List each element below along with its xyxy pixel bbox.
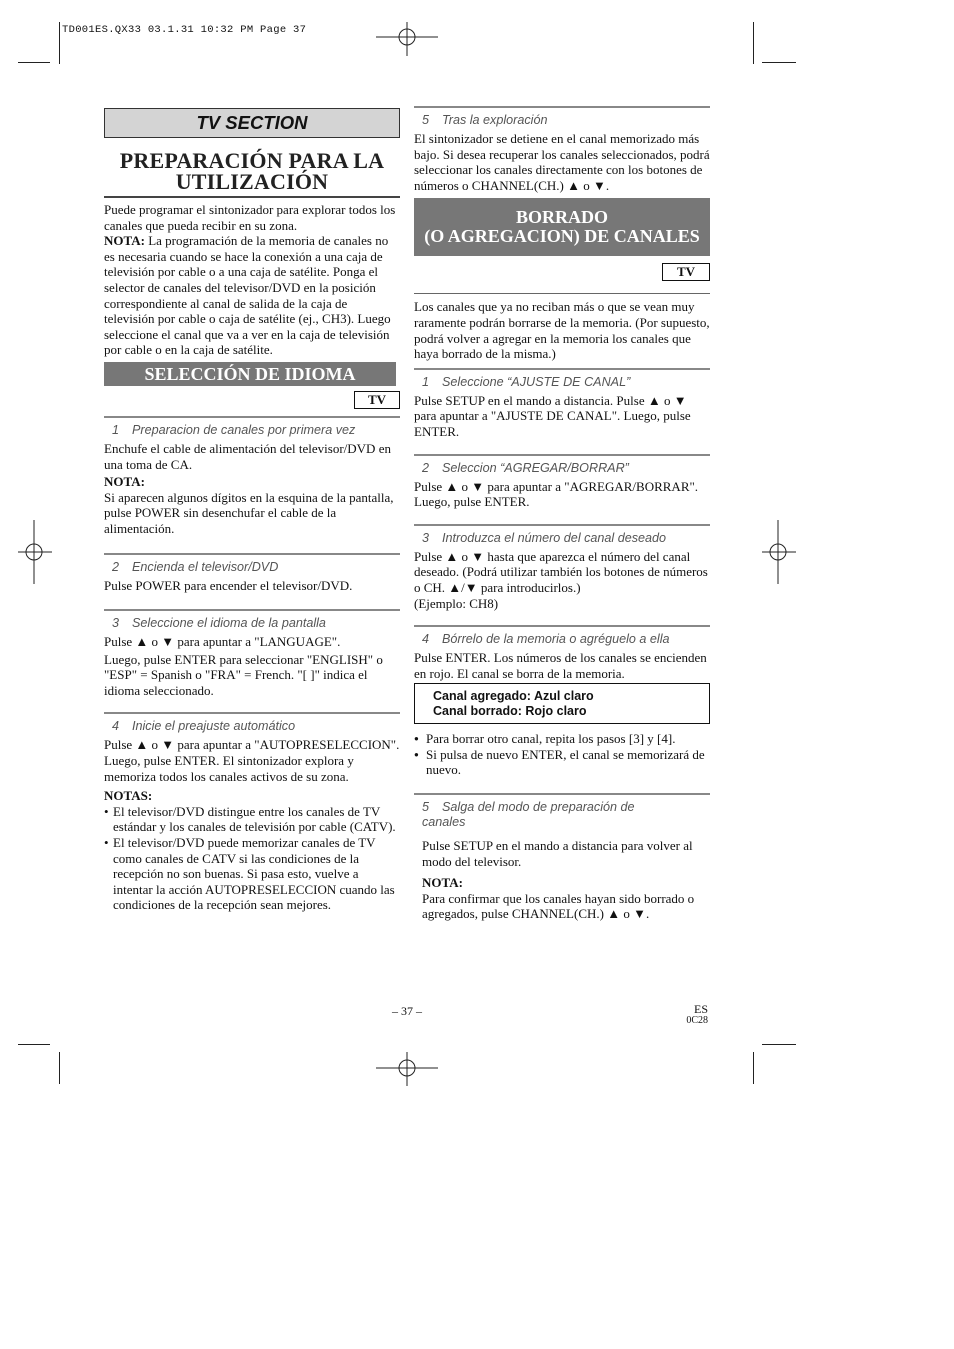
color-legend-box: Canal agregado: Azul claro Canal borrado: Rojo claro xyxy=(414,683,710,724)
bullet-list xyxy=(414,731,710,778)
crop-mark xyxy=(762,62,796,63)
registration-mark-bottom xyxy=(376,1052,438,1086)
page-number: – 37 – xyxy=(392,1004,422,1018)
step-heading: 3 Seleccione el idioma de la pantalla xyxy=(104,609,400,634)
crop-mark xyxy=(753,22,754,64)
step-heading: 5 Tras la exploración xyxy=(414,106,710,131)
step-heading: 1 Preparacion de canales por primera vez xyxy=(104,416,400,441)
step-text: Pulse ENTER. Los números de los canales se encienden en rojo. El canal se borra de la memoria. xyxy=(414,650,707,681)
step-heading: 2 Seleccion “AGREGAR/BORRAR” xyxy=(414,454,710,479)
step-note: Para confirmar que los canales hayan sido borrado o agregados, pulse CHANNEL(CH.) ▲ o ▼. xyxy=(422,890,695,922)
notes-list xyxy=(104,804,400,913)
note-label: NOTA: xyxy=(422,875,463,891)
step-heading: 4 Bórrelo de la memoria o agréguelo a ella xyxy=(414,625,710,650)
page-title: PREPARACIÓN PARA LA UTILIZACIÓN xyxy=(104,150,400,198)
step-text: Pulse ▲ o ▼ para apuntar a "AGREGAR/BORRAR". Luego, pulse ENTER. xyxy=(414,478,699,510)
footer-code xyxy=(660,1003,708,1027)
crop-mark xyxy=(18,1044,50,1045)
notes-label: NOTAS: xyxy=(104,788,153,804)
step-text: Pulse POWER para encender el televisor/DVD. xyxy=(104,577,353,593)
step-text: Pulse ▲ o ▼ para apuntar a "AUTOPRESELECCION". Luego, pulse ENTER. El sintonizador explora y memoriza todos los canales activos de su zona. xyxy=(104,737,400,784)
intro-text: Puede programar el sintonizador para explorar todos los canales que pueda recibir en su zona. xyxy=(104,202,396,233)
note-label: NOTA: xyxy=(104,474,145,490)
step-text: Pulse ▲ o ▼ para apuntar a "LANGUAGE". xyxy=(104,634,341,650)
step-text: Pulse SETUP en el mando a distancia para volver al modo del televisor. xyxy=(422,838,693,869)
step-heading: 1 Seleccione “AJUSTE DE CANAL” xyxy=(414,368,710,393)
crop-mark xyxy=(762,1044,796,1045)
list-item: ● Para borrar otro canal, repita los pasos [3] y [4]. xyxy=(414,731,710,747)
crop-mark xyxy=(753,1052,754,1084)
registration-mark-top xyxy=(376,22,438,56)
step-heading: 4 Inicie el preajuste automático xyxy=(104,712,400,737)
list-item: • El televisor/DVD puede memorizar canales de TV como canales de CATV si las condiciones de la recepción no son buenas. Si pasa esto, vuelve a intentar la acción AUTOPRESELECCION cuando las condiciones de la recepción sean mejores. xyxy=(104,835,400,913)
doc-code: 0C28 xyxy=(686,1015,708,1026)
left-column xyxy=(104,108,400,913)
step-example: (Ejemplo: CH8) xyxy=(414,595,499,611)
list-item: ● Si pulsa de nuevo ENTER, el canal se memorizará de nuevo. xyxy=(414,747,710,778)
step-text: Pulse SETUP en el mando a distancia. Pulse ▲ o ▼ para apuntar a "AJUSTE DE CANAL". Luego, pulse ENTER. xyxy=(414,392,691,439)
registration-mark-left xyxy=(18,520,52,584)
crop-mark xyxy=(59,1052,60,1084)
step-heading: 5 Salga del modo de preparación de canales xyxy=(414,793,710,833)
step-text: Enchufe el cable de alimentación del televisor/DVD en una toma de CA. xyxy=(104,440,391,472)
crop-mark xyxy=(59,22,60,64)
step-text: Pulse ▲ o ▼ hasta que aparezca el número del canal deseado. (Podrá utilizar también los botones de números o CH. ▲/▼ para introducirlos.) xyxy=(414,548,708,595)
step-note: Si aparecen algunos dígitos en la esquina de la pantalla, pulse POWER sin desenchufar el cable de la alimentación. xyxy=(104,489,394,536)
registration-mark-right xyxy=(762,520,796,584)
step-text: El sintonizador se detiene en el canal memorizado más bajo. Si desea recuperar los canales seleccionados, podrá seleccionar los canales directamente con los botones de números o CHANNEL(CH.) ▲ o ▼. xyxy=(414,131,710,193)
crop-mark xyxy=(18,62,50,63)
step-text: Luego, pulse ENTER para seleccionar "ENGLISH" o "ESP" = Spanish o "FRA" = French. "[ ]" indica el idioma seleccionado. xyxy=(104,651,383,698)
list-item: • El televisor/DVD distingue entre los canales de TV estándar y los canales de televisión por cable (CATV). xyxy=(104,804,400,835)
tv-badge: TV xyxy=(662,263,710,281)
section-title-borrado: BORRADO (O AGREGACION) DE CANALES xyxy=(414,198,710,256)
language-code: ES xyxy=(693,1002,708,1016)
intro-text: Los canales que ya no reciban más o que se vean muy raramente podrán borrarse de la memoria. (Por supuesto, podrá volver a agregar en la memoria los canales que haya borrado de la misma.) xyxy=(414,299,710,362)
step-heading: 2 Encienda el televisor/DVD xyxy=(104,553,400,578)
print-header: TD001ES.QX33 03.1.31 10:32 PM Page 37 xyxy=(62,24,307,36)
tv-section-label: TV SECTION xyxy=(104,108,400,138)
step-heading: 3 Introduzca el número del canal deseado xyxy=(414,524,710,549)
tv-badge: TV xyxy=(354,391,400,409)
right-column xyxy=(414,106,710,922)
intro-note: NOTA: La programación de la memoria de canales no es necesaria cuando se hace la conexión a una caja de televisión por cable o a una caja de satélite. Ponga el selector de canales del televisor/DVD en la posición correspondiente al canal de salida de la caja de televisión por cable o caja de satélite (ej., CH3). Luego seleccione el canal que va a ver en la caja de televisión por cable o en la caja de satélite. xyxy=(104,233,391,358)
section-title-idioma: SELECCIÓN DE IDIOMA xyxy=(104,362,396,386)
